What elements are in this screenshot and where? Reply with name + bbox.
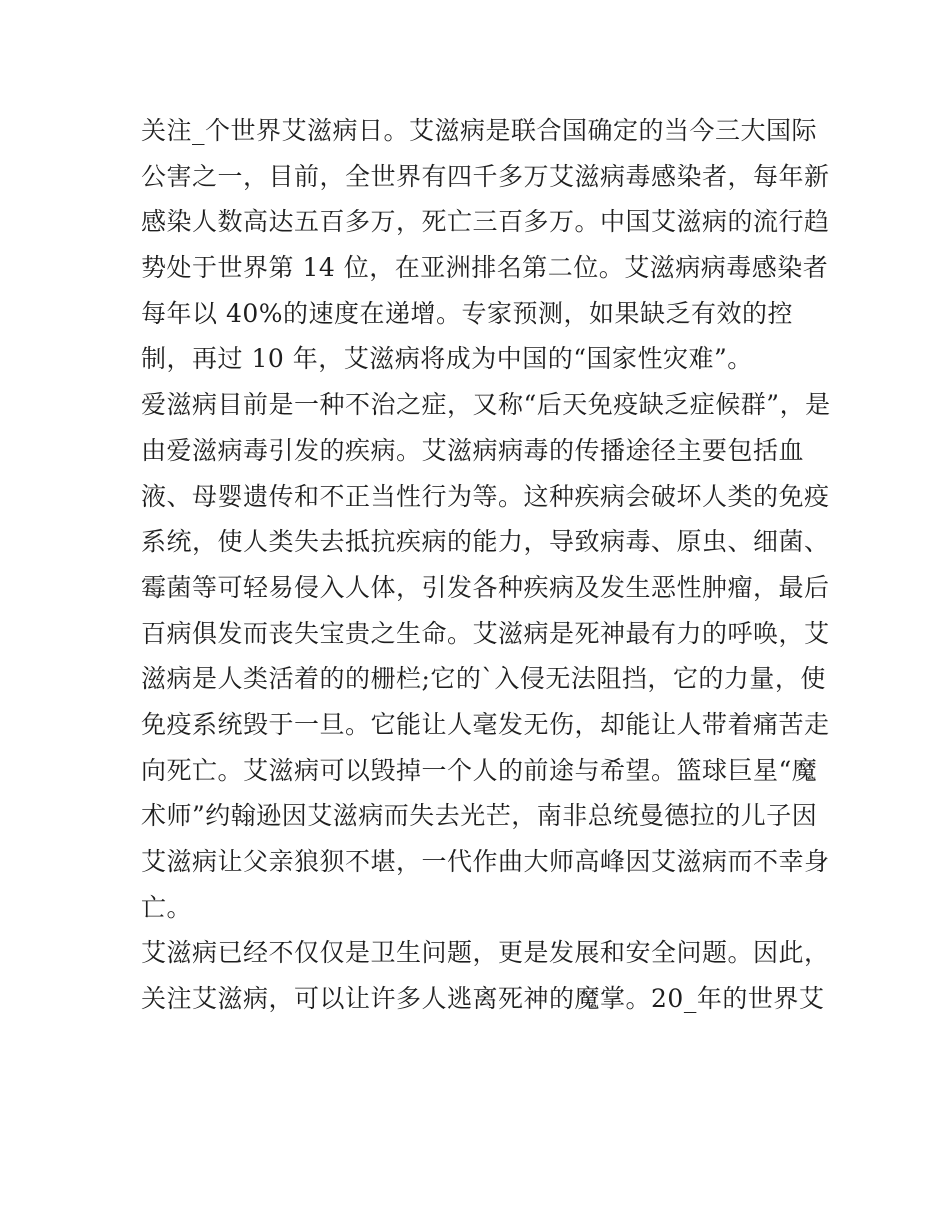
text-line: 免疫系统毁于一旦。它能让人毫发无伤，却能让人带着痛苦走 [141,709,830,739]
text-line: 术师”约翰逊因艾滋病而失去光芒，南非总统曼德拉的儿子因 [141,801,818,831]
text-line: 由爱滋病毒引发的疾病。艾滋病病毒的传播途径主要包括血 [141,435,805,465]
document-body [141,108,831,1022]
text-line: 制，再过 10 年，艾滋病将成为中国的“国家性灾难”。 [141,344,753,374]
text-line: 感染人数高达五百多万，死亡三百多万。中国艾滋病的流行趋 [141,207,830,237]
text-line: 艾滋病让父亲狼狈不堪，一代作曲大师高峰因艾滋病而不幸身 [141,847,830,876]
text-line: 艾滋病已经不仅仅是卫生问题，更是发展和安全问题。因此， [141,938,830,968]
text-line: 关注_个世界艾滋病日。艾滋病是联合国确定的当今三大国际 [141,116,818,145]
text-line: 向死亡。艾滋病可以毁掉一个人的前途与希望。篮球巨星“魔 [141,755,818,785]
text-line: 百病俱发而丧失宝贵之生命。艾滋病是死神最有力的呼唤，艾 [141,618,830,648]
text-line: 霉菌等可轻易侵入人体，引发各种疾病及发生恶性肿瘤，最后 [141,572,830,602]
text-line: 爱滋病目前是一种不治之症，又称“后天免疫缺乏症候群”，是 [141,390,831,420]
text-line: 关注艾滋病，可以让许多人逃离死神的魔掌。20_年的世界艾 [141,984,825,1014]
text-line: 液、母婴遗传和不正当性行为等。这种疾病会破坏人类的免疫 [141,481,830,511]
text-line: 每年以 40%的速度在递增。专家预测，如果缺乏有效的控 [141,298,794,328]
text-line: 公害之一，目前，全世界有四千多万艾滋病毒感染者，每年新 [141,161,830,191]
text-line: 势处于世界第 14 位，在亚洲排名第二位。艾滋病病毒感染者 [141,253,829,283]
text-line: 系统，使人类失去抵抗疾病的能力，导致病毒、原虫、细菌、 [141,527,830,557]
text-line: 亡。 [141,892,193,922]
text-line: 滋病是人类活着的的栅栏;它的`入侵无法阻挡，它的力量，使 [141,664,826,694]
